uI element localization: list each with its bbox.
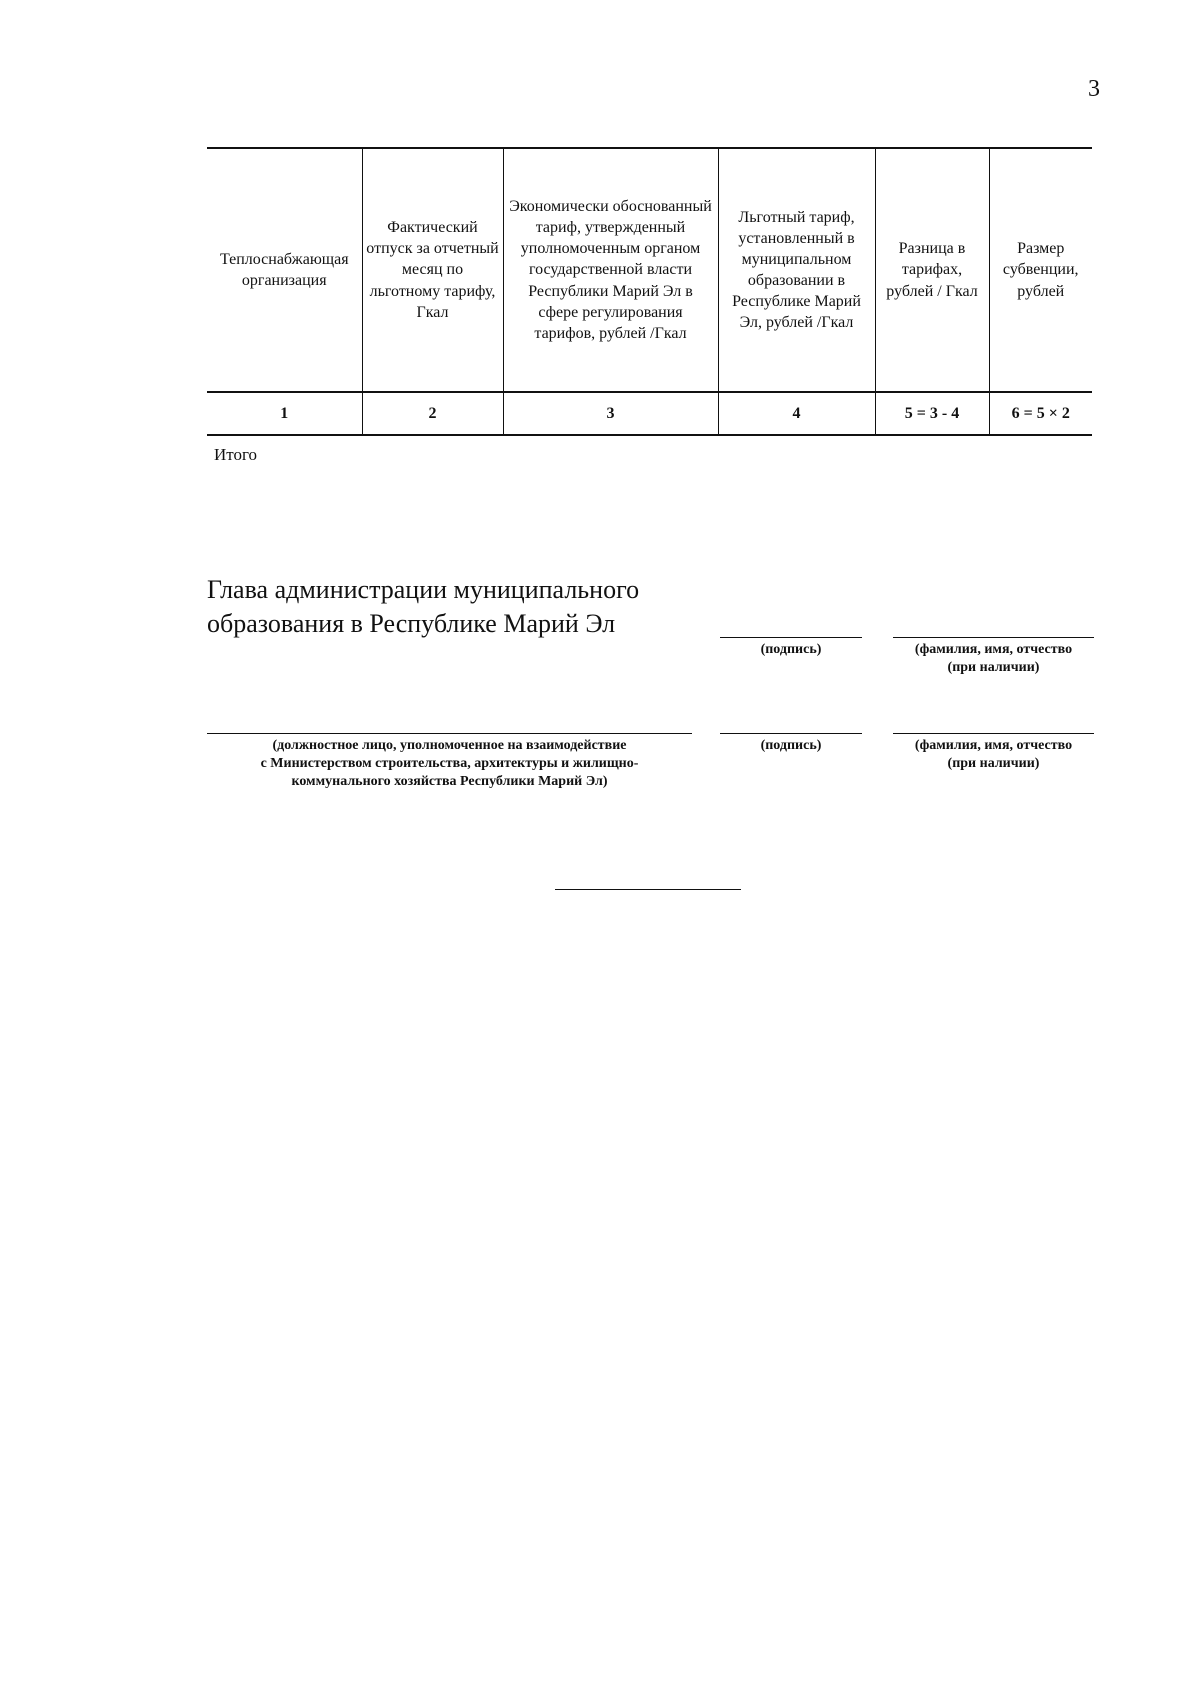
header-economic-tariff: Экономически обоснованный тариф, утвержденный уполномоченным органом государственной власти Республики Марий Эл в сфере регулирования тарифов, рублей /Гкал [503, 148, 718, 392]
column-number-2: 2 [362, 392, 503, 435]
official-line [207, 733, 692, 734]
table-header-row [207, 148, 1092, 392]
column-number-6: 6 = 5 × 2 [989, 392, 1092, 435]
head-of-administration-title [207, 573, 639, 641]
fio-caption-1-line-1: (фамилия, имя, отчество [914, 642, 1073, 657]
header-subvention-amount: Размер субвенции, рублей [989, 148, 1092, 392]
fio-caption-1 [893, 641, 1094, 677]
title-line-1: Глава администрации муниципального [207, 575, 640, 604]
subvention-table [207, 147, 1092, 436]
column-number-4: 4 [718, 392, 875, 435]
header-actual-supply: Фактический отпуск за отчетный месяц по льготному тарифу, Гкал [362, 148, 503, 392]
official-caption-line-2: с Министерством строительства, архитектуры и жилищно- [260, 756, 639, 772]
fio-caption-2-line-2: (при наличии) [947, 756, 1040, 772]
title-line-2: образования в Республике Марий Эл [207, 608, 616, 638]
column-number-5: 5 = 3 - 4 [875, 392, 989, 435]
signature-caption-1: (подпись) [760, 642, 822, 657]
page-number: 3 [1088, 76, 1100, 102]
signature-line-2 [720, 733, 862, 734]
signature-caption-2: (подпись) [760, 738, 822, 753]
column-number-3: 3 [503, 392, 718, 435]
official-caption-line-3: коммунального хозяйства Республики Марий Эл) [291, 774, 608, 790]
end-of-document-line [555, 889, 741, 890]
header-heat-supplier: Теплоснабжающая организация [207, 148, 362, 392]
official-caption [207, 737, 692, 792]
fio-line-1 [893, 637, 1094, 638]
fio-line-2 [893, 733, 1094, 734]
header-preferential-tariff: Льготный тариф, установленный в муниципальном образовании в Республике Марий Эл, рублей /Гкал [718, 148, 875, 392]
fio-caption-2 [893, 737, 1094, 773]
column-number-1: 1 [207, 392, 362, 435]
table-number-row [207, 392, 1092, 435]
total-label: Итого [214, 445, 258, 464]
fio-caption-2-line-1: (фамилия, имя, отчество [914, 738, 1073, 753]
header-tariff-difference: Разница в тарифах, рублей / Гкал [875, 148, 989, 392]
official-caption-line-1: (должностное лицо, уполномоченное на взаимодействие [272, 738, 627, 753]
fio-caption-1-line-2: (при наличии) [947, 660, 1040, 676]
signature-line-1 [720, 637, 862, 638]
